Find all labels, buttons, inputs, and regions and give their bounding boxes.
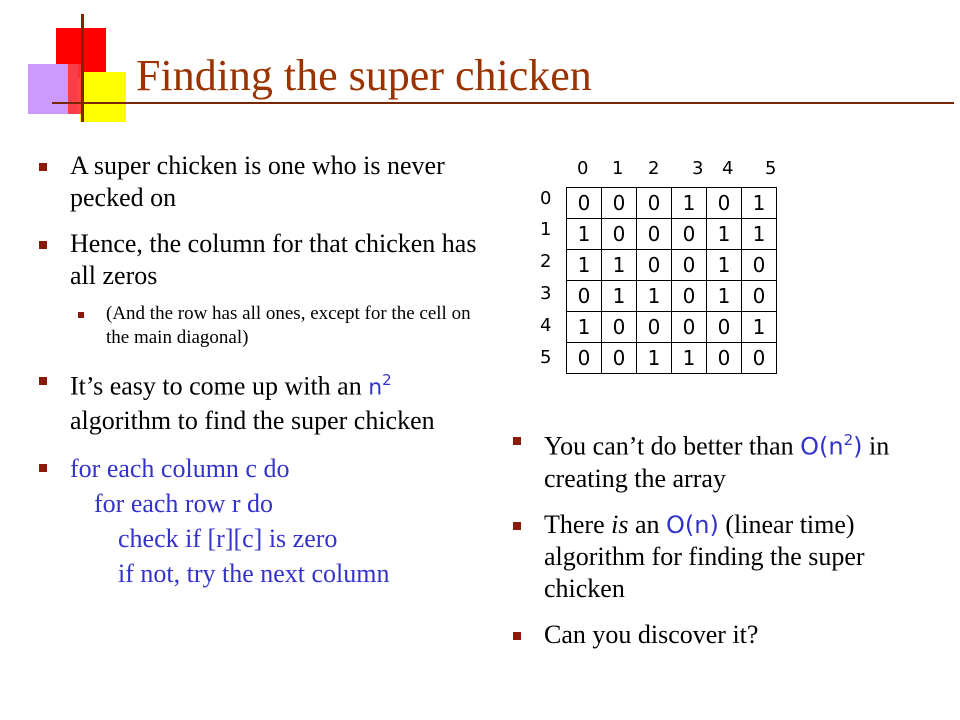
decor-yellow-square: [80, 72, 126, 122]
matrix-row: [567, 188, 777, 219]
col-label: 1: [612, 158, 624, 179]
code-line-4: if not, try the next column: [118, 558, 390, 588]
big-o-n-squared: O(n: [800, 432, 844, 461]
matrix-cell: 0: [637, 312, 672, 343]
left-bullet-list: [32, 150, 482, 605]
matrix-cell: 0: [567, 343, 602, 374]
matrix-cell: 0: [672, 250, 707, 281]
matrix-cell: 1: [742, 188, 777, 219]
matrix-cell: 0: [672, 312, 707, 343]
matrix-cell: 0: [707, 188, 742, 219]
bullet-n-squared-post: algorithm to find the super chicken: [70, 405, 435, 435]
col-label: 2: [648, 158, 660, 179]
matrix-cell: 0: [602, 219, 637, 250]
matrix-cell: 1: [742, 219, 777, 250]
matrix-cell: 1: [707, 219, 742, 250]
matrix-cell: 1: [567, 219, 602, 250]
linear-is: is: [611, 509, 629, 539]
code-line-3: check if [r][c] is zero: [118, 523, 338, 553]
code-line-1: for each column c do: [70, 453, 290, 483]
matrix-cell: 0: [707, 312, 742, 343]
matrix-cell: 0: [742, 250, 777, 281]
row-label: 3: [540, 283, 552, 304]
code-line-2: for each row r do: [94, 488, 274, 518]
matrix-cell: 1: [672, 188, 707, 219]
matrix-cell: 1: [707, 250, 742, 281]
matrix-row: [567, 219, 777, 250]
decor-vertical-line: [81, 14, 84, 122]
bullet-discover: Can you discover it?: [506, 619, 926, 651]
matrix-row: [567, 250, 777, 281]
lower-bound-post: in creating the array: [544, 431, 890, 493]
matrix-cell: 0: [602, 312, 637, 343]
col-label: 0: [577, 158, 589, 179]
matrix-cell: 0: [742, 281, 777, 312]
bullet-n-squared: [32, 364, 482, 437]
bullet-column-zeros: Hence, the column for that chicken has all zeros: [32, 228, 482, 292]
matrix-cell: 1: [672, 343, 707, 374]
n-symbol: n: [368, 375, 383, 401]
matrix-row: [567, 312, 777, 343]
bullet-pseudocode: [32, 451, 482, 591]
lower-bound-pre: You can’t do better than: [544, 431, 801, 461]
matrix-cell: 1: [637, 281, 672, 312]
matrix-cell: 1: [742, 312, 777, 343]
matrix-row: [567, 343, 777, 374]
matrix-cell: 0: [602, 343, 637, 374]
linear-mid: an: [628, 509, 667, 539]
right-bullet-list: [506, 424, 926, 665]
bullet-lower-bound: [506, 424, 926, 495]
matrix-cell: 0: [672, 219, 707, 250]
row-label: 4: [540, 315, 552, 336]
linear-pre: There: [544, 509, 612, 539]
matrix-cell: 1: [602, 250, 637, 281]
matrix-cell: 0: [707, 343, 742, 374]
matrix-cell: 1: [602, 281, 637, 312]
linear-post: (linear time) algorithm for finding the super chicken: [544, 509, 865, 603]
slide-title: Finding the super chicken: [136, 51, 592, 100]
row-label: 0: [540, 188, 552, 209]
big-o-exponent: 2: [843, 431, 854, 449]
matrix-row: [567, 281, 777, 312]
matrix-cell: 1: [637, 343, 672, 374]
matrix-cell: 1: [567, 312, 602, 343]
bullet-n-squared-pre: It’s easy to come up with an: [70, 371, 369, 401]
col-label: 3: [692, 158, 704, 179]
bullet-linear-algorithm: [506, 509, 926, 605]
row-label: 2: [540, 251, 552, 272]
matrix-cell: 0: [602, 188, 637, 219]
col-label: 5: [765, 158, 777, 179]
sub-bullet-row-ones: (And the row has all ones, except for the cell on the main diagonal): [32, 302, 482, 350]
matrix-cell: 1: [567, 250, 602, 281]
big-o-n: O(n): [666, 510, 719, 539]
peck-matrix: [566, 187, 777, 374]
title-underline: [52, 102, 954, 104]
row-label: 5: [540, 347, 552, 368]
matrix-cell: 1: [707, 281, 742, 312]
matrix-cell: 0: [672, 281, 707, 312]
matrix-cell: 0: [637, 250, 672, 281]
big-o-close: ): [853, 432, 863, 461]
matrix-cell: 0: [742, 343, 777, 374]
matrix-cell: 0: [637, 188, 672, 219]
matrix-cell: 0: [567, 281, 602, 312]
matrix-cell: 0: [637, 219, 672, 250]
bullet-definition: A super chicken is one who is never pecked on: [32, 150, 482, 214]
col-label: 4: [722, 158, 734, 179]
n-exponent: 2: [382, 371, 392, 389]
row-label: 1: [540, 219, 552, 240]
matrix-cell: 0: [567, 188, 602, 219]
